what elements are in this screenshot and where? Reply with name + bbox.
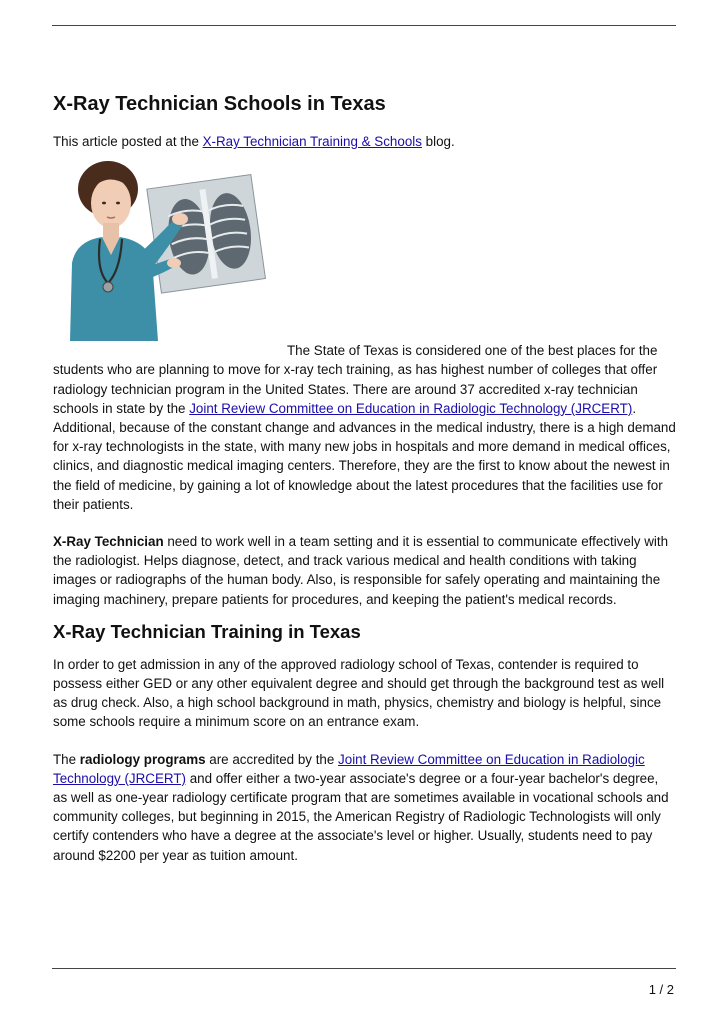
intro-suffix: blog. [421,134,455,149]
article-title: X-Ray Technician Schools in Texas [53,93,386,115]
photo-area [53,159,676,341]
intro-line [53,132,676,151]
paragraph-admission: In order to get admission in any of the approved radiology school of Texas, contender is required to possess either GED or any other equivalent degree and should get through the background test as well as drug check. Also, a high school background in math, physics, chemistry and biology is helpful, since some schools require a minimum score on an entrance exam. [53,656,665,730]
section-heading-training: X-Ray Technician Training in Texas [53,620,361,642]
jrcert-link-1[interactable]: Joint Review Committee on Education in Radiologic Technology (JRCERT) [189,400,633,416]
paragraph-demand: Additional, because of the constant change and advances in the medical industry, there is a high demand for x-ray technologists in the state, with many new jobs in hospitals and more demand in medical offices, clinics, and diagnostic medical imaging centers. Therefore, they are the first to know about the newest in the field of medicine, by gaining a lot of knowledge about the latest procedures that the facilities use for their patients. [53,420,676,512]
intro-prefix: This article posted at the [53,134,203,149]
role-text: need to work well in a team setting and it is essential to communicate effectively with the radiologist. Helps diagnose, detect, and track various medical and health conditions with taking images or radiographs of the human body. Also, is responsible for safely operating and maintaining the imaging machinery, prepare patients for procedures, and keeping the patient's medical records. [53,534,669,607]
paragraph-texas-suffix: . [632,400,637,416]
role-bold: X-Ray Technician [53,534,164,550]
article-body [53,92,676,865]
programs-mid: are accredited by the [205,751,339,767]
programs-prefix: The [53,751,80,767]
paragraph-texas-text: The State of Texas is considered one of the best places for the students who are planning to move for x-ray tech training, as has highest number of colleges that offer radiology technician program in the United States. There are around 37 accredited x-ray technician schools in state by the [53,343,658,416]
page-number: 1 / 2 [648,982,674,997]
blog-link[interactable]: X-Ray Technician Training & Schools [202,134,422,149]
jrcert-link-2[interactable]: Joint Review Committee on Education in Radiologic Technology (JRCERT) [53,751,645,786]
paragraph-texas [53,341,676,418]
technician-photo [58,159,268,341]
paragraph-programs [53,750,676,865]
footer-rule [52,968,676,969]
programs-text: and offer either a two-year associate's degree or a four-year bachelor's degree, as well as one-year radiology certificate program that are sometimes available in vocational schools and community colleges, but beginning in 2015, the American Registry of Radiologic Technologists will only certify contenders who have a degree at the associate's level or higher. Usually, students need to pay around $2200 per year as tuition amount. [53,770,669,863]
paragraph-role [53,532,676,609]
header-rule [52,25,676,26]
programs-bold: radiology programs [79,751,206,767]
